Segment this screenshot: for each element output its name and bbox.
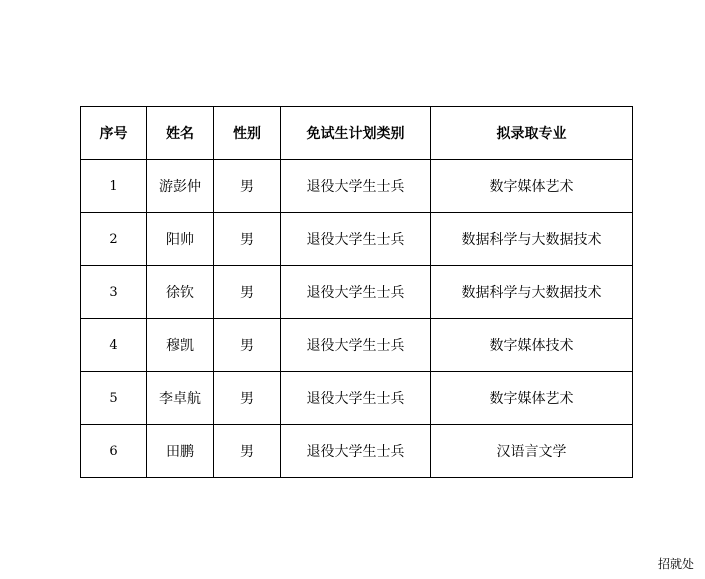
cell-name: 阳帅 — [147, 213, 214, 266]
header-plan-category: 免试生计划类别 — [281, 107, 431, 160]
cell-gender: 男 — [214, 266, 281, 319]
table-row — [81, 266, 633, 319]
cell-index: 5 — [81, 372, 147, 425]
cell-gender: 男 — [214, 213, 281, 266]
cell-name: 田鹏 — [147, 425, 214, 478]
cell-plan-category: 退役大学生士兵 — [281, 213, 431, 266]
cell-gender: 男 — [214, 425, 281, 478]
cell-major: 数据科学与大数据技术 — [431, 213, 633, 266]
cell-index: 4 — [81, 319, 147, 372]
cell-name: 游彭仲 — [147, 160, 214, 213]
cell-name: 穆凯 — [147, 319, 214, 372]
cell-index: 2 — [81, 213, 147, 266]
table-row — [81, 425, 633, 478]
cell-index: 6 — [81, 425, 147, 478]
table-body — [81, 160, 633, 478]
header-gender: 性别 — [214, 107, 281, 160]
cell-gender: 男 — [214, 372, 281, 425]
cell-plan-category: 退役大学生士兵 — [281, 266, 431, 319]
header-major: 拟录取专业 — [431, 107, 633, 160]
cell-plan-category: 退役大学生士兵 — [281, 372, 431, 425]
cell-name: 徐钦 — [147, 266, 214, 319]
cell-major: 数字媒体技术 — [431, 319, 633, 372]
cell-name: 李卓航 — [147, 372, 214, 425]
cell-major: 汉语言文学 — [431, 425, 633, 478]
header-name: 姓名 — [147, 107, 214, 160]
table-header-row — [81, 107, 633, 160]
cell-plan-category: 退役大学生士兵 — [281, 425, 431, 478]
table-row — [81, 372, 633, 425]
cell-plan-category: 退役大学生士兵 — [281, 160, 431, 213]
cell-index: 3 — [81, 266, 147, 319]
table-row — [81, 213, 633, 266]
table-row — [81, 160, 633, 213]
cell-gender: 男 — [214, 160, 281, 213]
cell-major: 数字媒体艺术 — [431, 372, 633, 425]
header-index: 序号 — [81, 107, 147, 160]
cell-major: 数字媒体艺术 — [431, 160, 633, 213]
issuer-label: 招就处 — [658, 557, 695, 571]
table-row — [81, 319, 633, 372]
cell-gender: 男 — [214, 319, 281, 372]
cell-plan-category: 退役大学生士兵 — [281, 319, 431, 372]
cell-major: 数据科学与大数据技术 — [431, 266, 633, 319]
admission-table — [80, 106, 633, 478]
cell-index: 1 — [81, 160, 147, 213]
